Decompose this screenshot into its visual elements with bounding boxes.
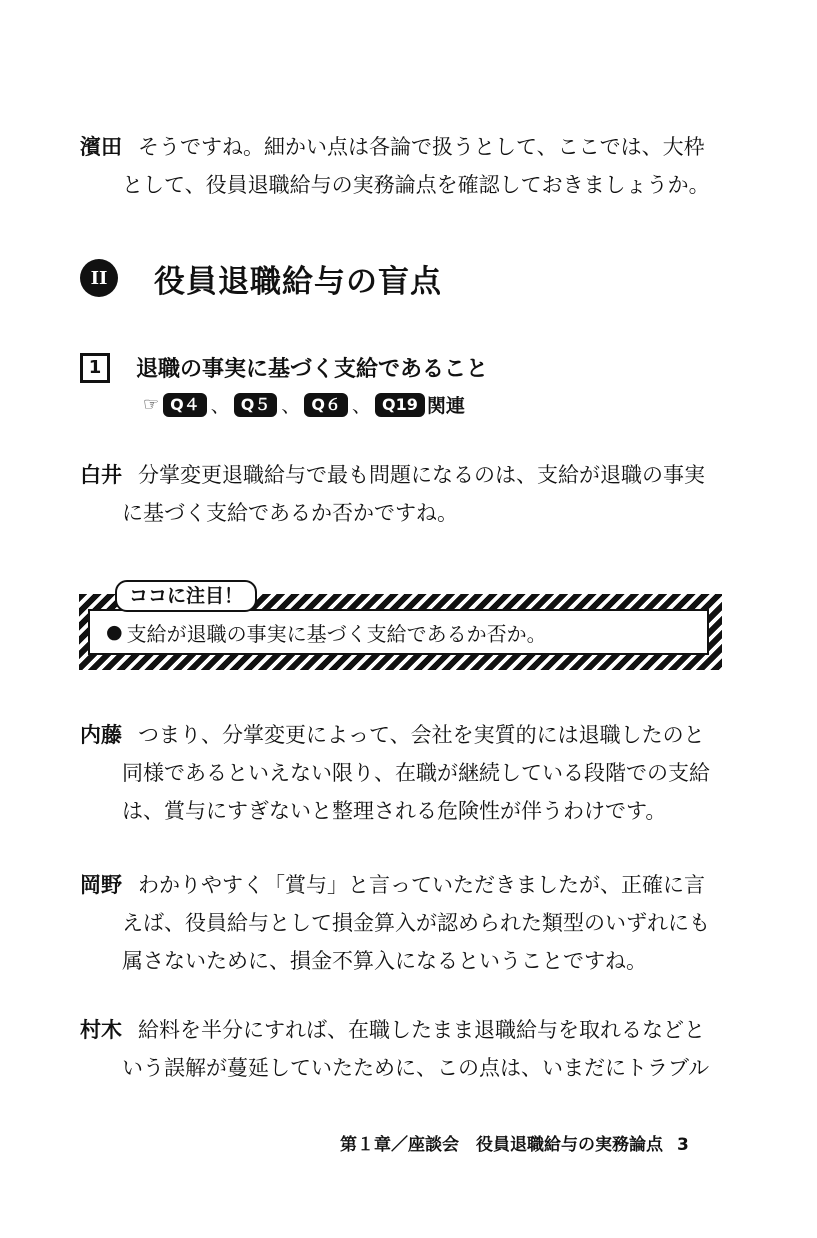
question-ref-badge[interactable]: Q19: [375, 393, 425, 417]
paragraph-shirai: [80, 456, 725, 532]
speaker-name: 白井: [80, 463, 122, 487]
paragraph-line: [80, 1011, 725, 1049]
paragraph-line: として、役員退職給与の実務論点を確認しておきましょうか。: [122, 173, 710, 197]
subsection-heading: [80, 352, 488, 383]
callout-text: 支給が退職の事実に基づく支給であるか否か。: [126, 621, 547, 646]
speaker-name: 村木: [80, 1018, 122, 1042]
page-footer: [340, 1130, 689, 1155]
paragraph-line: いう誤解が蔓延していたために、この点は、いまだにトラブル: [122, 1056, 710, 1080]
paragraph-line: [80, 866, 725, 904]
subsection-title: 退職の事実に基づく支給であること: [136, 357, 489, 382]
paragraph-line: 属さないために、損金不算入になるということですね。: [122, 949, 647, 973]
section-title: 役員退職給与の盲点: [154, 263, 442, 300]
paragraph-line: に基づく支給であるか否かですね。: [122, 501, 458, 525]
speaker-name: 濱田: [80, 135, 122, 159]
page-number: 3: [677, 1135, 689, 1155]
paragraph-line: [80, 716, 725, 754]
speaker-name: 内藤: [80, 723, 122, 747]
pointing-hand-icon: ☞: [143, 394, 160, 415]
ref-separator: 、: [352, 395, 372, 417]
question-ref-badge[interactable]: Q５: [234, 393, 278, 417]
section-heading: [80, 256, 442, 300]
section-number-badge: II: [80, 259, 118, 297]
question-ref-badge[interactable]: Q４: [163, 393, 207, 417]
callout-body: [88, 609, 709, 655]
subsection-number-box: 1: [80, 353, 110, 383]
related-label: 関連: [426, 395, 465, 417]
ref-separator: 、: [210, 395, 230, 417]
ref-separator: 、: [281, 395, 301, 417]
text-line: わかりやすく「賞与」と言っていただきましたが、正確に言: [138, 873, 705, 897]
paragraph-hamada: [80, 128, 725, 204]
running-head: 第１章／座談会 役員退職給与の実務論点: [340, 1135, 663, 1155]
attention-callout: [79, 585, 722, 670]
text-line: つまり、分掌変更によって、会社を実質的には退職したのと: [138, 723, 705, 747]
paragraph-line: [80, 128, 725, 166]
paragraph-line: [80, 456, 725, 494]
paragraph-naito: [80, 716, 725, 830]
text-line: 給料を半分にすれば、在職したまま退職給与を取れるなどと: [138, 1018, 705, 1042]
paragraph-okano: [80, 866, 725, 980]
paragraph-muraki: [80, 1011, 725, 1087]
question-ref-badge[interactable]: Q６: [304, 393, 348, 417]
paragraph-line: えば、役員給与として損金算入が認められた類型のいずれにも: [122, 911, 710, 935]
paragraph-line: 同様であるといえない限り、在職が継続している段階での支給: [122, 761, 710, 785]
text-line: 分掌変更退職給与で最も問題になるのは、支給が退職の事実: [138, 463, 705, 487]
bullet-icon: ●: [106, 621, 123, 643]
text-line: そうですね。細かい点は各論で扱うとして、ここでは、大枠: [138, 135, 705, 159]
callout-tag: ココに注目！: [115, 580, 257, 612]
related-questions: [143, 391, 465, 418]
speaker-name: 岡野: [80, 873, 122, 897]
paragraph-line: は、賞与にすぎないと整理される危険性が伴うわけです。: [122, 799, 667, 823]
